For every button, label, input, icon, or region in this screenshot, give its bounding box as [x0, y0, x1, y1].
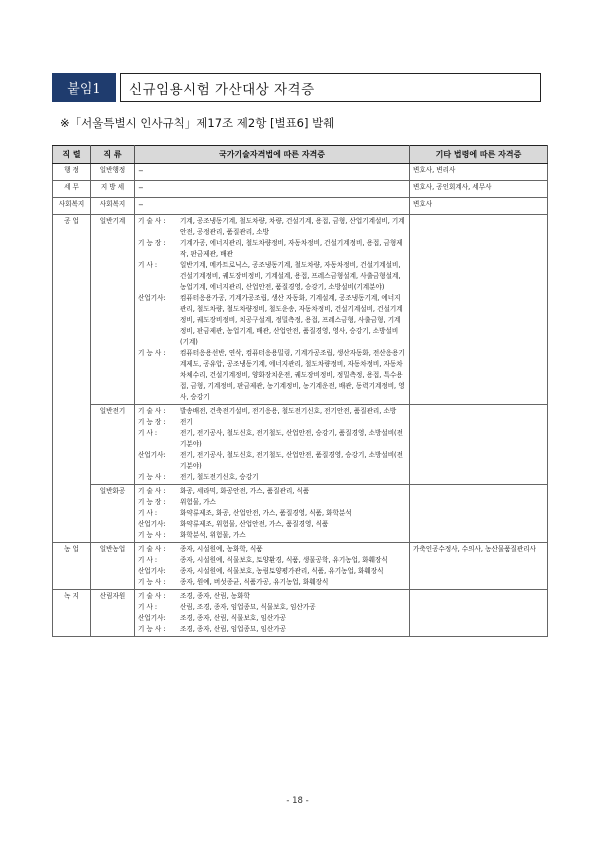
- grade-items: 화공, 세라믹, 화공안전, 가스, 품질관리, 식품: [180, 487, 310, 495]
- grade-items: 일반기계, 메카트로닉스, 공조냉동기계, 철도차량, 자동차정비, 건설기계설비, 건설기계정비, 궤도장비정비, 기계설계, 용접, 프레스금형설계, 사출금형설계, 농업기계, 에너지관리, 산업안전, 품질경영, 승강기, 소방설비(기계분야): [180, 261, 401, 291]
- cert-grade-block: [138, 591, 406, 602]
- cell-national-cert: [135, 543, 410, 590]
- grade-items: 종자, 시설원예, 식물보호, 토양환경, 식품, 생물공학, 유기농업, 화훼장식: [180, 556, 388, 564]
- cell-national-cert: [135, 590, 410, 637]
- grade-label: 기 술 사 :: [138, 407, 166, 415]
- cell-series: 사회복지: [53, 198, 91, 215]
- header-class: 직 류: [91, 146, 135, 164]
- grade-label: 산업기사:: [138, 567, 166, 575]
- cert-grade-block: [138, 519, 406, 530]
- certificate-table: [52, 145, 548, 637]
- grade-items: 컴퓨터응용가공, 기계가공조립, 생산 자동화, 기계설계, 공조냉동기계, 에너지관리, 철도차량, 철도차량정비, 철도운송, 자동차정비, 건설기계설비, 건설기계정비, 궤도장비정비, 치공구설계, 정밀측정, 용접, 프레스금형, 사출금형, 기계정비, 판금제관, 농업기계, 배관, 산업안전, 품질경영, 영사, 승강기, 소방설비(기계): [180, 294, 403, 346]
- cert-grade-block: [138, 530, 406, 541]
- grade-items: 종자, 원예, 버섯종균, 식품가공, 유기농업, 화훼장식: [180, 578, 329, 586]
- empty-dash: −: [138, 184, 144, 192]
- grade-label: 기 사 :: [138, 603, 158, 611]
- grade-label: 산업기사:: [138, 451, 166, 459]
- grade-items: 컴퓨터응용선반, 연삭, 컴퓨터응용밀링, 기계가공조립, 생산자동화, 전산응용기계제도, 공유압, 공조냉동기계, 에너지관리, 철도차량정비, 자동차정비, 자동차차체수리, 건설기계정비, 양화장치운전, 궤도장비정비, 정밀측정, 용접, 특수용접, 금형, 기계정비, 판금제관, 농기계정비, 농기계운전, 배관, 동력기계정비, 영사, 승강기: [180, 349, 405, 401]
- grade-label: 산업기사:: [138, 614, 166, 622]
- grade-items: 산림, 조경, 종자, 임업종묘, 식물보호, 임산가공: [180, 603, 316, 611]
- attachment-tag: 붙임1: [52, 73, 116, 102]
- cert-grade-block: [138, 406, 406, 417]
- grade-items: 종자, 시설원예, 식물보호, 농림토양평가관리, 식품, 유기농업, 화훼장식: [180, 567, 384, 575]
- grade-label: 기 술 사 :: [138, 487, 166, 495]
- cell-national-cert: [135, 198, 410, 215]
- cert-grade-block: [138, 428, 406, 450]
- cert-grade-block: [138, 238, 406, 260]
- header-other-cert: 기타 법령에 따른 자격증: [410, 146, 548, 164]
- cert-grade-block: [138, 566, 406, 577]
- grade-label: 기 능 장 :: [138, 418, 166, 426]
- cell-series: 농 업: [53, 543, 91, 590]
- table-row: [53, 198, 548, 215]
- grade-label: 기 술 사 :: [138, 592, 166, 600]
- cell-class: 지 방 세: [91, 181, 135, 198]
- grade-items: 전기, 전기공사, 철도신호, 전기철도, 산업안전, 승강기, 품질경영, 소방설비(전기분야): [180, 429, 404, 448]
- grade-items: 화학분석, 위험물, 가스: [180, 531, 246, 539]
- cert-grade-block: [138, 472, 406, 483]
- cell-other-cert: 가축인공수정사, 수의사, 농산물품질관리사: [410, 543, 548, 590]
- cell-national-cert: [135, 181, 410, 198]
- table-row: [53, 590, 548, 637]
- grade-items: 전기: [180, 418, 193, 426]
- grade-items: 전기, 전기공사, 철도신호, 전기철도, 산업안전, 품질경영, 승강기, 소방설비(전기분야): [180, 451, 404, 470]
- cell-national-cert: [135, 405, 410, 485]
- cert-grade-block: [138, 613, 406, 624]
- cert-grade-block: [138, 544, 406, 555]
- cert-grade-block: [138, 450, 406, 472]
- table-row: [53, 181, 548, 198]
- cell-series: 행 정: [53, 164, 91, 181]
- grade-label: 기 술 사 :: [138, 545, 166, 553]
- grade-items: 조경, 종자, 산림, 임업종묘, 임산가공: [180, 625, 286, 633]
- grade-items: 전기, 철도전기신호, 승강기: [180, 473, 259, 481]
- table-row: [53, 164, 548, 181]
- grade-label: 기 능 장 :: [138, 239, 166, 247]
- cert-grade-block: [138, 508, 406, 519]
- grade-label: 기 능 사 :: [138, 473, 166, 481]
- cert-grade-block: [138, 417, 406, 428]
- cell-class: 일반기계: [91, 215, 135, 405]
- cert-grade-block: [138, 555, 406, 566]
- document-title: 신규임용시험 가산대상 자격증: [120, 73, 541, 102]
- cell-other-cert: 변호사, 변리사: [410, 164, 548, 181]
- grade-label: 기 능 사 :: [138, 625, 166, 633]
- cert-grade-block: [138, 497, 406, 508]
- table-row: [53, 485, 548, 543]
- grade-label: 기 사 :: [138, 429, 158, 437]
- grade-items: 기계가공, 에너지관리, 철도차량정비, 자동차정비, 건설기계정비, 용접, 금형제작, 판금제관, 배관: [180, 239, 403, 258]
- cell-other-cert: [410, 485, 548, 543]
- table-row: [53, 405, 548, 485]
- grade-label: 산업기사:: [138, 294, 166, 302]
- grade-items: 종자, 시설원예, 농화학, 식품: [180, 545, 263, 553]
- document-header: [52, 73, 541, 102]
- cell-series: 녹 지: [53, 590, 91, 637]
- cell-national-cert: [135, 485, 410, 543]
- grade-items: 조경, 종자, 산림, 농화학: [180, 592, 250, 600]
- grade-items: 위험물, 가스: [180, 498, 217, 506]
- cell-class: 사회복지: [91, 198, 135, 215]
- grade-label: 기 능 사 :: [138, 349, 166, 357]
- grade-label: 기 사 :: [138, 261, 158, 269]
- cell-class: 일반화공: [91, 485, 135, 543]
- empty-dash: −: [138, 167, 144, 175]
- table-row: [53, 215, 548, 405]
- table-header-row: [53, 146, 548, 164]
- cell-other-cert: [410, 215, 548, 405]
- grade-items: 화약류제조, 위험물, 산업안전, 가스, 품질경영, 식품: [180, 520, 329, 528]
- cell-other-cert: [410, 405, 548, 485]
- grade-label: 기 술 사 :: [138, 217, 166, 225]
- grade-label: 기 사 :: [138, 509, 158, 517]
- cert-grade-block: [138, 486, 406, 497]
- grade-label: 기 능 사 :: [138, 578, 166, 586]
- cell-class: 일반행정: [91, 164, 135, 181]
- header-series: 직 렬: [53, 146, 91, 164]
- cert-grade-block: [138, 293, 406, 348]
- grade-items: 조경, 종자, 산림, 식물보호, 임산가공: [180, 614, 286, 622]
- cert-grade-block: [138, 577, 406, 588]
- cell-class: 산림자원: [91, 590, 135, 637]
- grade-label: 산업기사:: [138, 520, 166, 528]
- cell-other-cert: 변호사: [410, 198, 548, 215]
- cert-grade-block: [138, 602, 406, 613]
- cert-grade-block: [138, 624, 406, 635]
- grade-label: 기 능 사 :: [138, 531, 166, 539]
- cell-series: 공 업: [53, 215, 91, 543]
- grade-items: 화약류제조, 화공, 산업안전, 가스, 품질경영, 식품, 화학분석: [180, 509, 352, 517]
- grade-label: 기 능 장 :: [138, 498, 166, 506]
- grade-items: 기계, 공조냉동기계, 철도차량, 차량, 건설기계, 용접, 금형, 산업기계설비, 기계안전, 공정관리, 품질관리, 소방: [180, 217, 405, 236]
- empty-dash: −: [138, 201, 144, 209]
- cell-national-cert: [135, 164, 410, 181]
- page-number: - 18 -: [286, 796, 309, 806]
- cell-other-cert: 변호사, 공인회계사, 세무사: [410, 181, 548, 198]
- cert-grade-block: [138, 348, 406, 403]
- header-national-cert: 국가기술자격법에 따른 자격증: [135, 146, 410, 164]
- grade-items: 발송배전, 건축전기설비, 전기응용, 철도전기신호, 전기안전, 품질관리, 소방: [180, 407, 397, 415]
- cell-national-cert: [135, 215, 410, 405]
- cert-grade-block: [138, 260, 406, 293]
- cert-grade-block: [138, 216, 406, 238]
- cell-class: 일반농업: [91, 543, 135, 590]
- regulation-reference: ※「서울특별시 인사규칙」제17조 제2항 [별표6] 발췌: [60, 116, 335, 130]
- table-row: [53, 543, 548, 590]
- cell-series: 세 무: [53, 181, 91, 198]
- cell-other-cert: [410, 590, 548, 637]
- cell-class: 일반전기: [91, 405, 135, 485]
- grade-label: 기 사 :: [138, 556, 158, 564]
